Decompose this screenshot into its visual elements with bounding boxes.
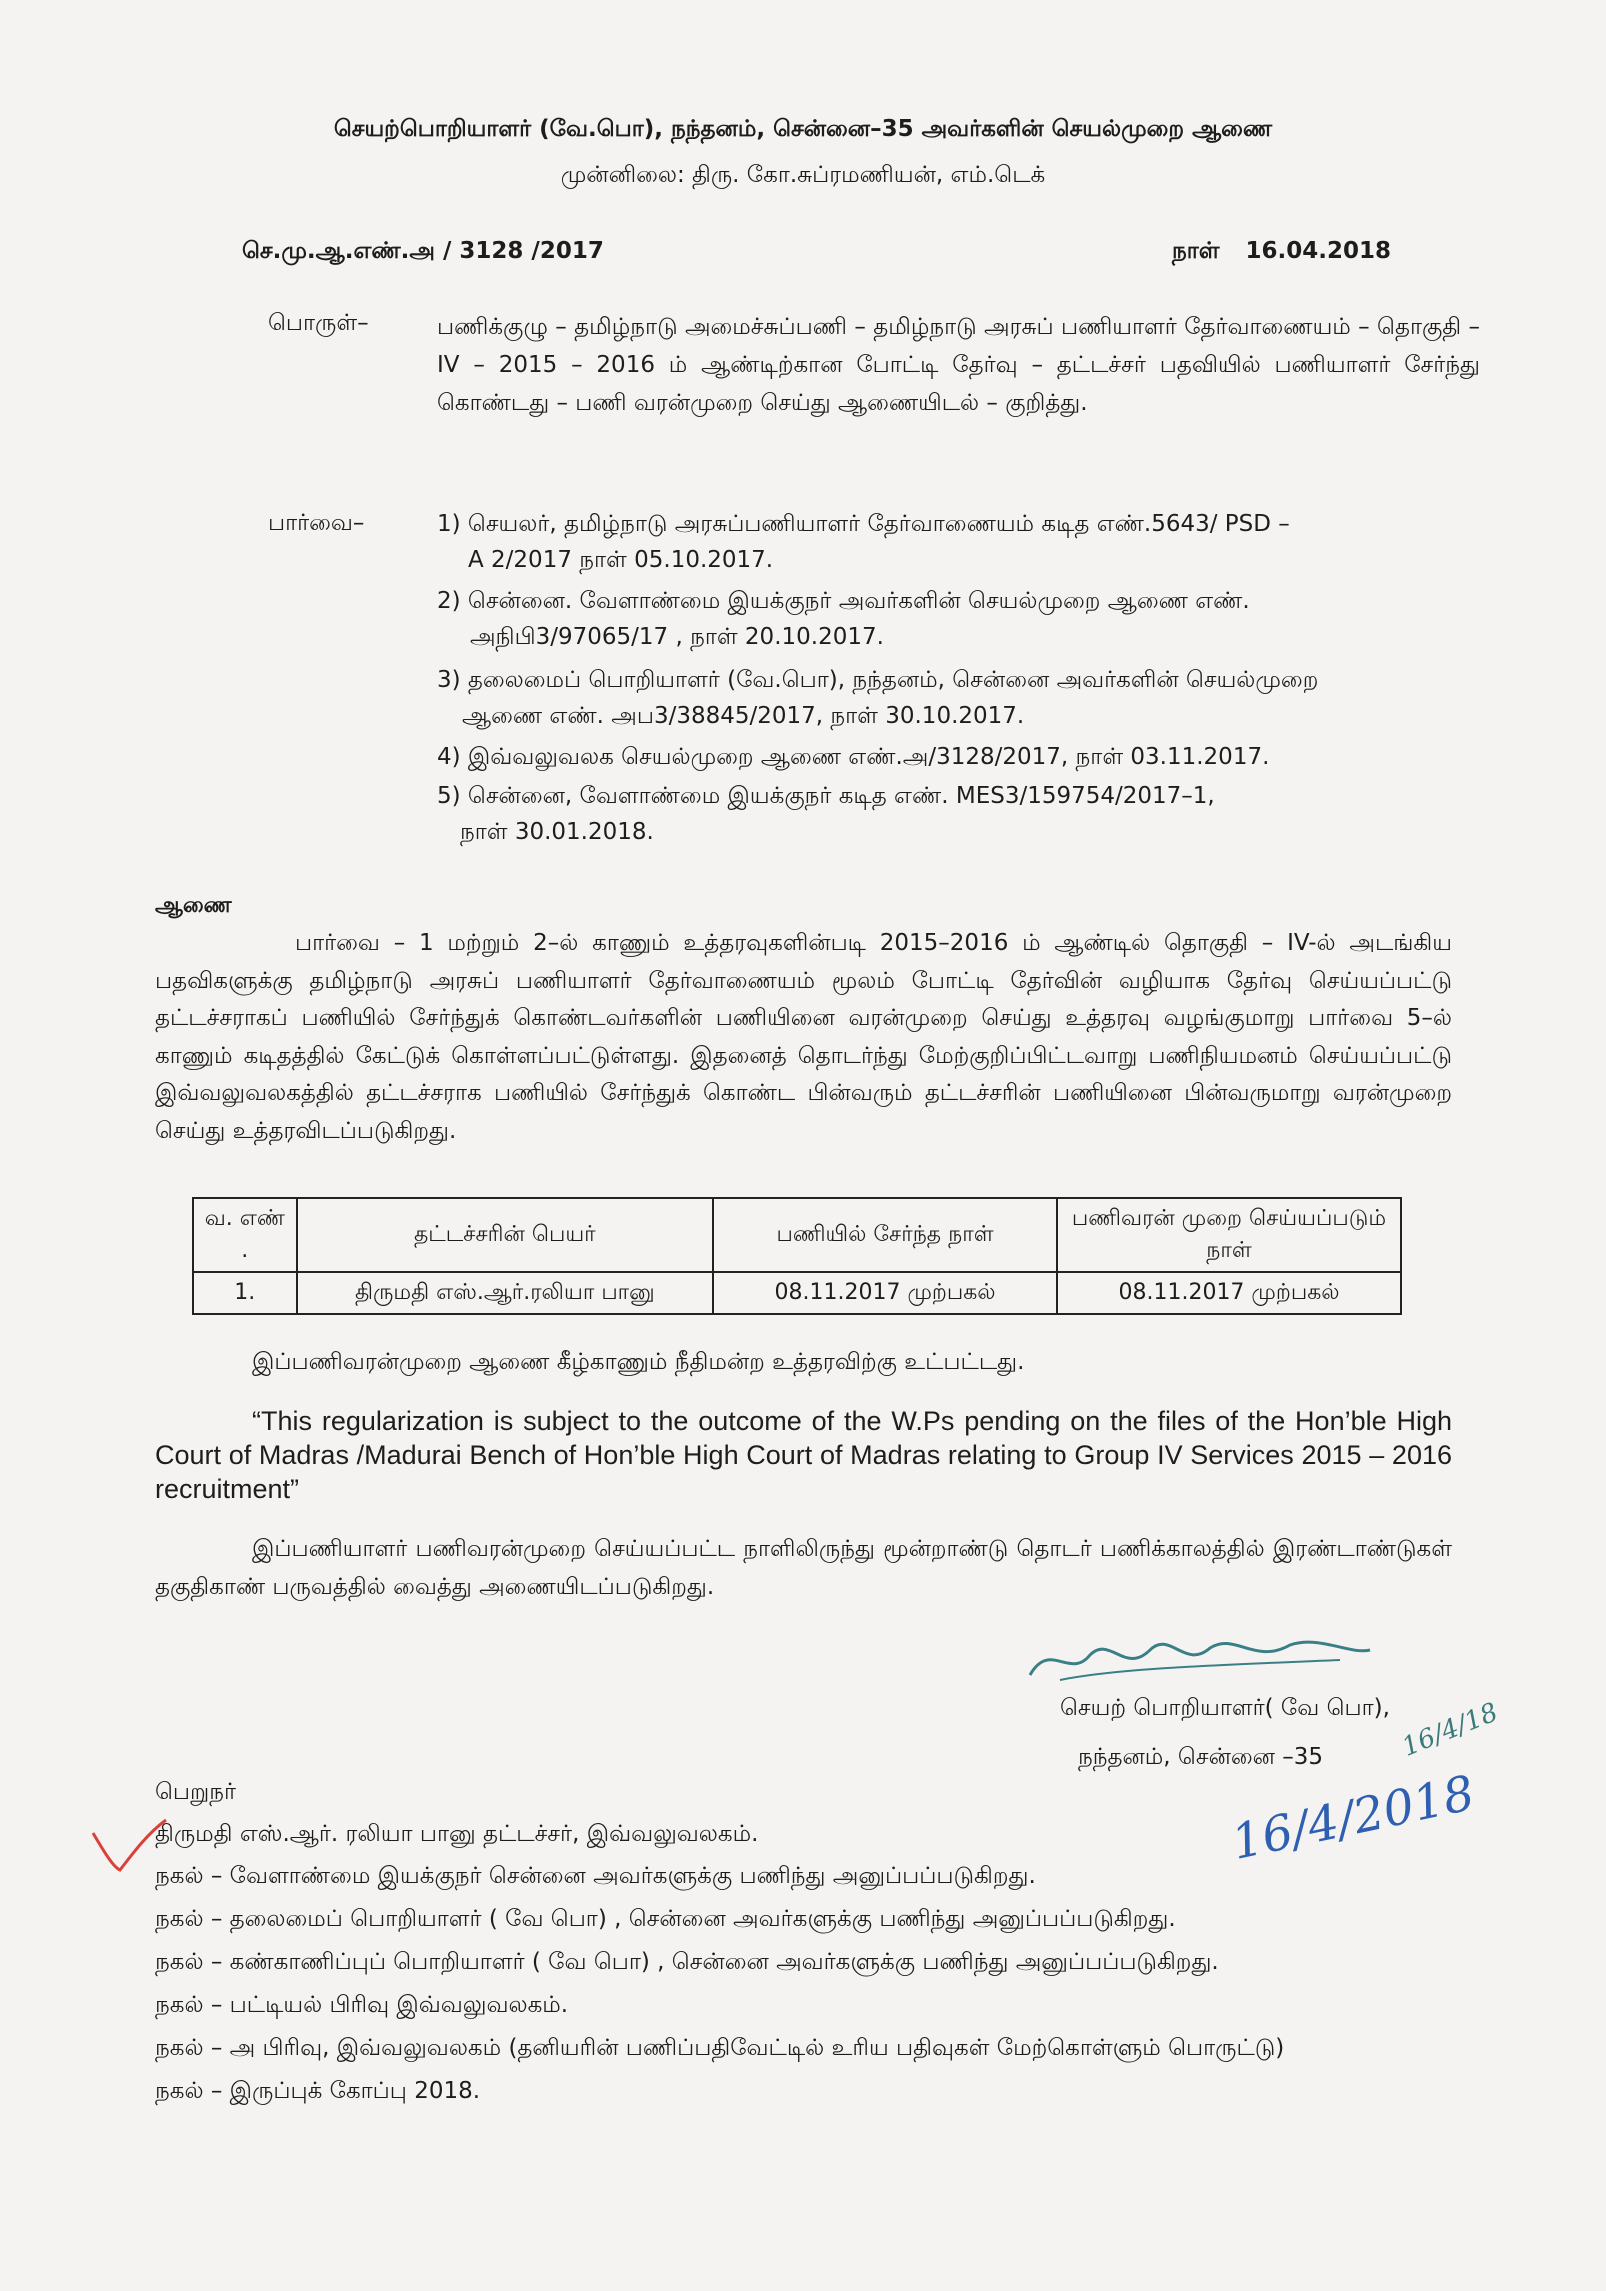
- regularization-table: [192, 1197, 1402, 1315]
- table-header-cell: பணியில் சேர்ந்த நாள்: [713, 1198, 1057, 1272]
- table-header-cell: தட்டச்சரின் பெயர்: [297, 1198, 713, 1272]
- reference-item: 2) சென்னை. வேளாண்மை இயக்குநர் அவர்களின் செயல்முறை ஆணை எண்.: [437, 588, 1250, 614]
- reference-item: 4) இவ்வலுவலக செயல்முறை ஆணை எண்.அ/3128/2017, நாள் 03.11.2017.: [437, 744, 1270, 770]
- order-heading: ஆணை: [155, 893, 232, 918]
- presence-line: முன்னிலை: திரு. கோ.சுப்ரமணியன், எம்.டெக்: [560, 162, 1046, 188]
- date-block: [1172, 238, 1391, 267]
- recipient-line: நகல் – தலைமைப் பொறியாளர் ( வே பொ) , சென்னை அவர்களுக்கு பணிந்து அனுப்பப்படுகிறது.: [155, 1906, 1176, 1932]
- reference-item: ஆணை எண். அப3/38845/2017, நாள் 30.10.2017.: [462, 703, 1025, 729]
- subject-label: பொருள்–: [268, 310, 369, 336]
- recipient-line: நகல் – கண்காணிப்புப் பொறியாளர் ( வே பொ) , சென்னை அவர்களுக்கு பணிந்து அனுப்பப்படுகிறது.: [155, 1949, 1219, 1975]
- order-paragraph: பார்வை – 1 மற்றும் 2–ல் காணும் உத்தரவுகளின்படி 2015–2016 ம் ஆண்டில் தொகுதி – IV-ல் அடங்கிய பதவிகளுக்கு தமிழ்நாடு அரசுப் பணியாளர் தேர்வாணையம் மூலம் போட்டி தேர்வின் வழியாக தேர்வு செய்யப்பட்டு தட்டச்சராகப் பணியில் சேர்ந்துக் கொண்டவர்களின் பணியினை வரன்முறை செய்து உத்தரவு வழங்குமாறு பார்வை 5–ல் காணும் கடிதத்தில் கேட்டுக் கொள்ளப்பட்டுள்ளது. இதனைத் தொடர்ந்து மேற்குறிப்பிட்டவாறு பணிநியமனம் செய்யப்பட்டு இவ்வலுவலகத்தில் தட்டச்சராக பணியில் சேர்ந்துக் கொண்ட பின்வரும் தட்டச்சரின் பணியினை பின்வருமாறு வரன்முறை செய்து உத்தரவிடப்படுகிறது.: [155, 930, 1452, 1144]
- recipient-line: நகல் – பட்டியல் பிரிவு இவ்வலுவலகம்.: [155, 1992, 569, 2018]
- table-cell: திருமதி எஸ்.ஆர்.ரலியா பானு: [297, 1272, 713, 1314]
- reference-item: 5) சென்னை, வேளாண்மை இயக்குநர் கடித எண். MES3/159754/2017–1,: [437, 783, 1215, 809]
- recipients-heading: பெறுநர்: [155, 1779, 237, 1805]
- reference-item: நாள் 30.01.2018.: [460, 819, 654, 845]
- recipient-line: திருமதி எஸ்.ஆர். ரலியா பானு தட்டச்சர், இவ்வலுவலகம்.: [155, 1821, 759, 1847]
- reference-item: A 2/2017 நாள் 05.10.2017.: [468, 547, 774, 573]
- recipient-line: நகல் – அ பிரிவு, இவ்வலுவலகம் (தனியரின் பணிப்பதிவேட்டில் உரிய பதிவுகள் மேற்கொள்ளும் பொருட்டு): [155, 2035, 1285, 2061]
- reference-item: 3) தலைமைப் பொறியாளர் (வே.பொ), நந்தனம், சென்னை அவர்களின் செயல்முறை: [437, 667, 1319, 693]
- english-quote: “This regularization is subject to the outcome of the W.Ps pending on the files of the Hon’ble High Court of Madras /Madurai Bench of Hon’ble High Court of Madras relating to Group IV Services 2015 – 2016 recruitment”: [155, 1406, 1452, 1504]
- probation-note: இப்பணியாளர் பணிவரன்முறை செய்யப்பட்ட நாளிலிருந்து மூன்றாண்டு தொடர் பணிக்காலத்தில் இரண்டாண்டுகள் தகுதிகாண் பருவத்தில் வைத்து அணையிடப்படுகிறது.: [155, 1536, 1452, 1600]
- recipient-line: நகல் – வேளாண்மை இயக்குநர் சென்னை அவர்களுக்கு பணிந்து அனுப்பப்படுகிறது.: [155, 1863, 1036, 1889]
- table-header-cell: வ. எண் .: [193, 1198, 297, 1272]
- reference-item: அநிபி3/97065/17 , நாள் 20.10.2017.: [470, 624, 884, 650]
- table-header-cell: பணிவரன் முறை செய்யப்படும் நாள்: [1057, 1198, 1401, 1272]
- signature-mark: [1000, 1620, 1380, 1700]
- references-label: பார்வை–: [268, 510, 365, 536]
- office-order-title: செயற்பொறியாளர் (வே.பொ), நந்தனம், சென்னை–35 அவர்களின் செயல்முறை ஆணை: [333, 116, 1273, 142]
- date-value: 16.04.2018: [1245, 238, 1392, 264]
- table-cell: 1.: [193, 1272, 297, 1314]
- table-cell: 08.11.2017 முற்பகல்: [713, 1272, 1057, 1314]
- court-note: இப்பணிவரன்முறை ஆணை கீழ்காணும் நீதிமன்ற உத்தரவிற்கு உட்பட்டது.: [252, 1349, 1025, 1375]
- table-row: [193, 1272, 1401, 1314]
- reference-item: 1) செயலர், தமிழ்நாடு அரசுப்பணியாளர் தேர்வாணையம் கடித எண்.5643/ PSD –: [437, 511, 1290, 537]
- table-header-row: [193, 1198, 1401, 1272]
- table-cell: 08.11.2017 முற்பகல்: [1057, 1272, 1401, 1314]
- recipient-line: நகல் – இருப்புக் கோப்பு 2018.: [155, 2078, 481, 2104]
- date-label: நாள்: [1172, 238, 1220, 264]
- reference-number: செ.மு.ஆ.எண்.அ / 3128 /2017: [242, 238, 604, 264]
- handwritten-date: 16/4/2018: [1226, 1765, 1480, 1871]
- signatory-place: நந்தனம், சென்னை –35: [1078, 1744, 1324, 1770]
- signatory-designation: செயற் பொறியாளர்( வே பொ),: [1060, 1695, 1390, 1721]
- handwritten-initial-date: 16/4/18: [1398, 1697, 1503, 1763]
- subject-text: பணிக்குழு – தமிழ்நாடு அமைச்சுப்பணி – தமிழ்நாடு அரசுப் பணியாளர் தேர்வாணையம் – தொகுதி – IV – 2015 – 2016 ம் ஆண்டிற்கான போட்டி தேர்வு – தட்டச்சர் பதவியில் பணியாளர் சேர்ந்து கொண்டது – பணி வரன்முறை செய்து ஆணையிடல் – குறித்து.: [437, 314, 1480, 416]
